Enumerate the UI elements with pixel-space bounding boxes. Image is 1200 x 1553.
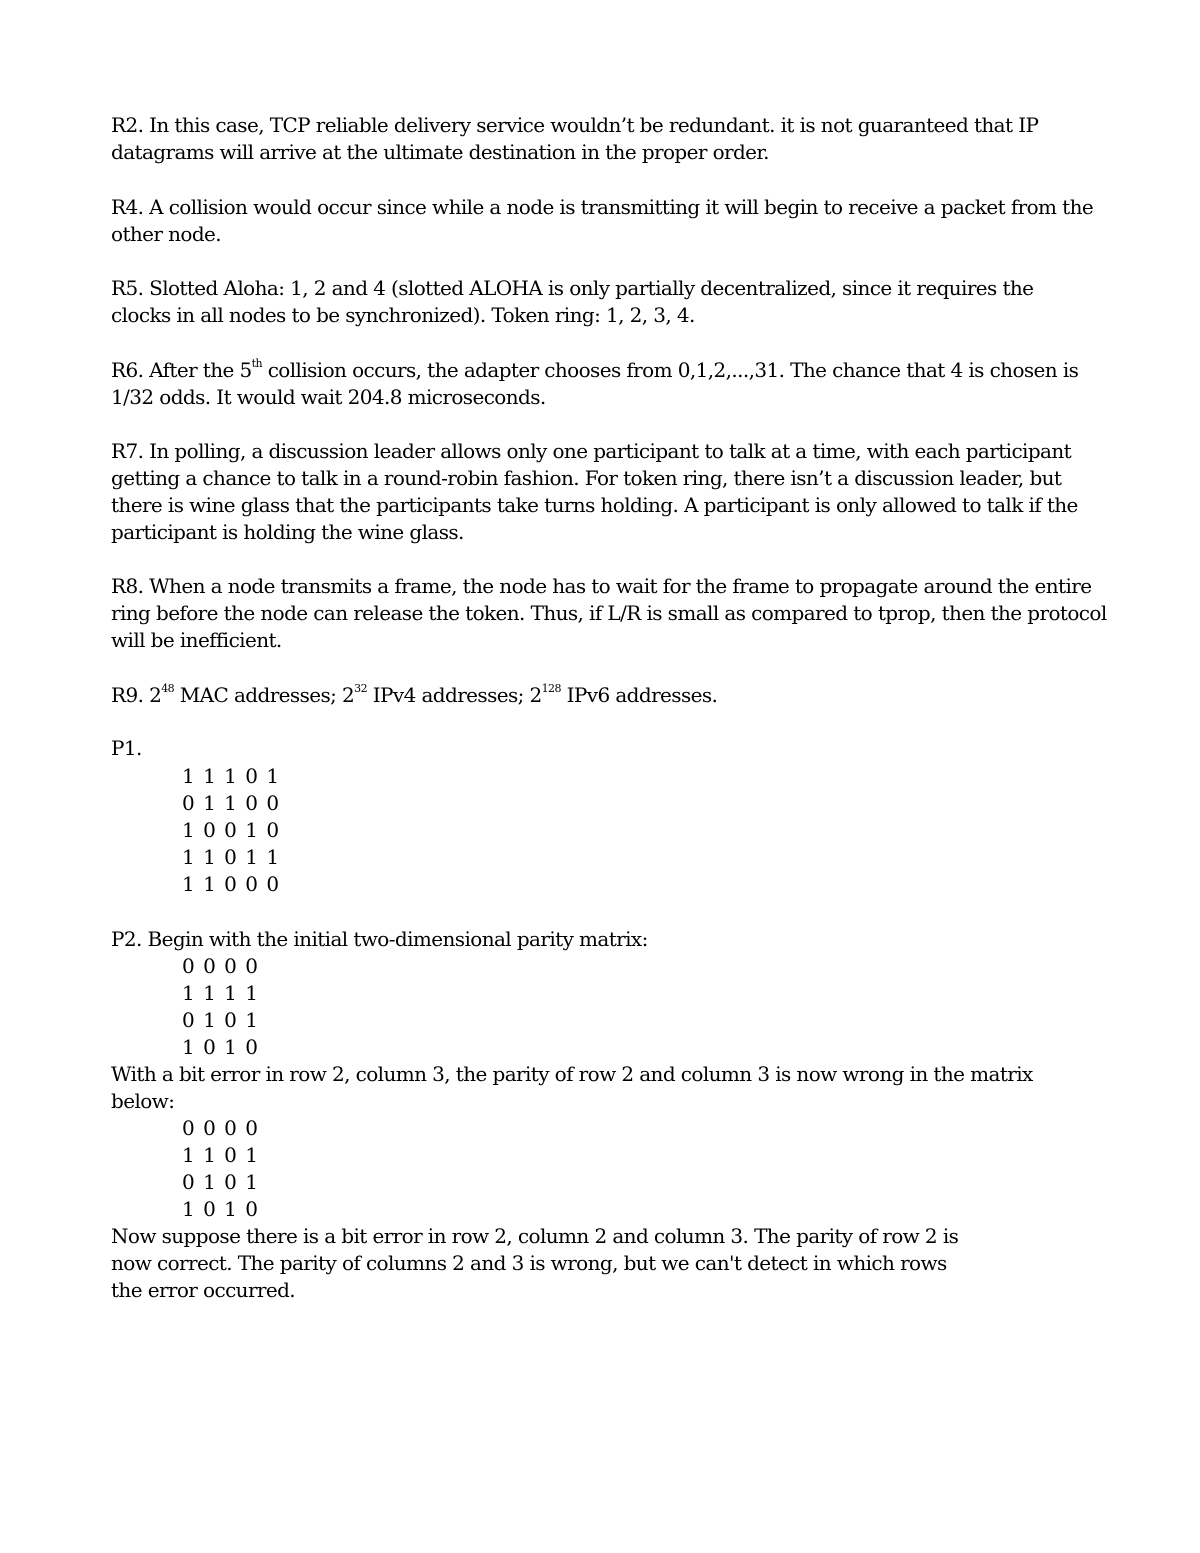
p2-final-line-2: now correct. The parity of columns 2 and 3 is wrong, but we can't detect in which rows bbox=[111, 1251, 947, 1275]
p2-final-line-1: Now suppose there is a bit error in row 2, column 2 and column 3. The parity of row 2 is bbox=[111, 1224, 959, 1248]
p2-intro: P2. Begin with the initial two-dimensional parity matrix: bbox=[111, 927, 648, 951]
r9-sup-ipv4: 32 bbox=[354, 682, 367, 696]
r9-line bbox=[111, 682, 717, 709]
r2-line-2: datagrams will arrive at the ultimate destination in the proper order. bbox=[111, 140, 769, 164]
p2-matrix1-row: 1 1 1 1 bbox=[182, 981, 259, 1005]
p1-row: 1 1 0 0 0 bbox=[182, 872, 281, 896]
p2-matrix2-row: 0 1 0 1 bbox=[182, 1170, 259, 1194]
r4-line-2: other node. bbox=[111, 222, 222, 246]
r7-line-2: getting a chance to talk in a round-robin fashion. For token ring, there isn’t a discussion leader, but bbox=[111, 466, 1062, 490]
r4-line-1: R4. A collision would occur since while a node is transmitting it will begin to receive a packet from the bbox=[111, 195, 1094, 219]
r6-superscript: th bbox=[251, 357, 262, 371]
p2-matrix1-row: 1 0 1 0 bbox=[182, 1035, 259, 1059]
r2-line-1: R2. In this case, TCP reliable delivery service wouldn’t be redundant. it is not guaranteed that IP bbox=[111, 113, 1039, 137]
r5-line-2: clocks in all nodes to be synchronized). Token ring: 1, 2, 3, 4. bbox=[111, 303, 695, 327]
r6-line-2: 1/32 odds. It would wait 204.8 microseconds. bbox=[111, 385, 546, 409]
r9-prefix: R9. 2 bbox=[111, 683, 162, 707]
p2-matrix1-row: 0 1 0 1 bbox=[182, 1008, 259, 1032]
p1-row: 0 1 1 0 0 bbox=[182, 791, 281, 815]
r7-line-3: there is wine glass that the participants take turns holding. A participant is only allowed to talk if the bbox=[111, 493, 1078, 517]
r9-sup-ipv6: 128 bbox=[541, 682, 561, 696]
p2-final-line-3: the error occurred. bbox=[111, 1278, 296, 1302]
r6-text-a: R6. After the 5 bbox=[111, 358, 252, 382]
p2-matrix2-row: 0 0 0 0 bbox=[182, 1116, 259, 1140]
r7-line-1: R7. In polling, a discussion leader allows only one participant to talk at a time, with each participant bbox=[111, 439, 1072, 463]
p2-matrix1-row: 0 0 0 0 bbox=[182, 954, 259, 978]
r6-line-1 bbox=[111, 357, 1078, 384]
p1-row: 1 1 0 1 1 bbox=[182, 845, 281, 869]
p1-row: 1 0 0 1 0 bbox=[182, 818, 281, 842]
r8-line-2: ring before the node can release the token. Thus, if L/R is small as compared to tprop, then the protocol bbox=[111, 601, 1107, 625]
p1-label: P1. bbox=[111, 736, 142, 760]
p2-matrix2-row: 1 1 0 1 bbox=[182, 1143, 259, 1167]
p1-row: 1 1 1 0 1 bbox=[182, 764, 281, 788]
r9-suffix: IPv6 addresses. bbox=[560, 683, 718, 707]
r6-text-b: collision occurs, the adapter chooses from 0,1,2,...,31. The chance that 4 is chosen is bbox=[261, 358, 1079, 382]
r9-mid-1: MAC addresses; 2 bbox=[174, 683, 355, 707]
r9-mid-2: IPv4 addresses; 2 bbox=[366, 683, 542, 707]
r5-line-1: R5. Slotted Aloha: 1, 2 and 4 (slotted ALOHA is only partially decentralized, since it requires the bbox=[111, 276, 1034, 300]
r8-line-1: R8. When a node transmits a frame, the node has to wait for the frame to propagate around the entire bbox=[111, 574, 1092, 598]
p2-error-line-1: With a bit error in row 2, column 3, the parity of row 2 and column 3 is now wrong in the matrix bbox=[111, 1062, 1033, 1086]
p2-matrix2-row: 1 0 1 0 bbox=[182, 1197, 259, 1221]
r8-line-3: will be inefficient. bbox=[111, 628, 282, 652]
p2-error-line-2: below: bbox=[111, 1089, 175, 1113]
r9-sup-mac: 48 bbox=[161, 682, 175, 696]
r7-line-4: participant is holding the wine glass. bbox=[111, 520, 464, 544]
